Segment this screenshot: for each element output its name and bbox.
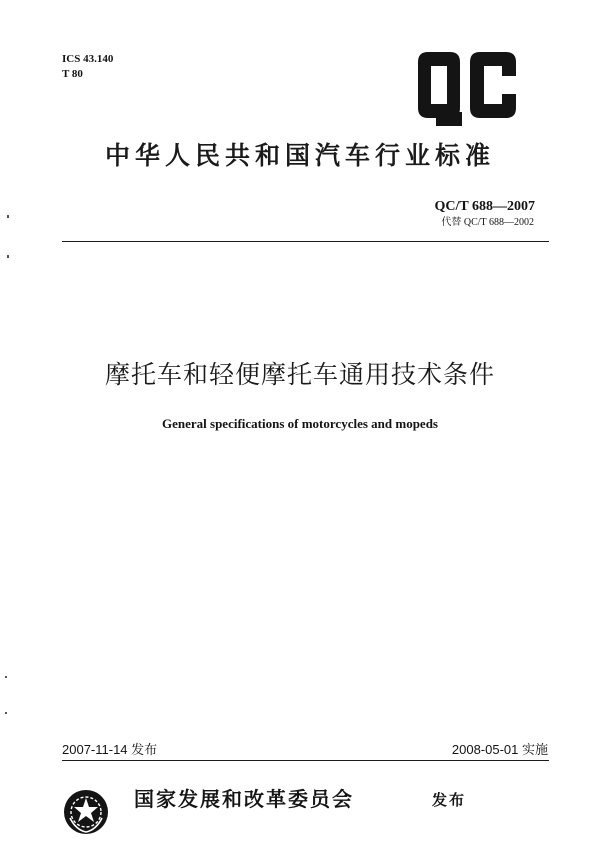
scan-speck xyxy=(5,676,7,678)
document-title-en: General specifications of motorcycles and mopeds xyxy=(162,416,438,431)
scan-speck xyxy=(5,712,7,714)
replaces-standard: 代替 QC/T 688—2002 xyxy=(441,217,534,228)
scan-speck xyxy=(7,255,9,258)
qc-logo xyxy=(414,50,520,128)
header-divider xyxy=(62,241,549,242)
standard-number: QC/T 688—2007 xyxy=(434,199,535,214)
document-title-cn: 摩托车和轻便摩托车通用技术条件 xyxy=(104,360,495,389)
scan-speck xyxy=(7,215,9,218)
ndrc-emblem-icon xyxy=(62,788,110,836)
ics-code: ICS 43.140 xyxy=(62,53,114,65)
classification-code: T 80 xyxy=(62,68,83,80)
effective-date: 2008-05-01 实施 xyxy=(451,742,548,757)
standard-category-title: 中华人民共和国汽车行业标准 xyxy=(104,141,495,170)
issue-date: 2007-11-14 发布 xyxy=(62,742,158,757)
footer-divider xyxy=(62,760,549,761)
issuer-suffix: 发布 xyxy=(432,791,467,809)
issuer-name: 国家发展和改革委员会 xyxy=(134,787,354,811)
